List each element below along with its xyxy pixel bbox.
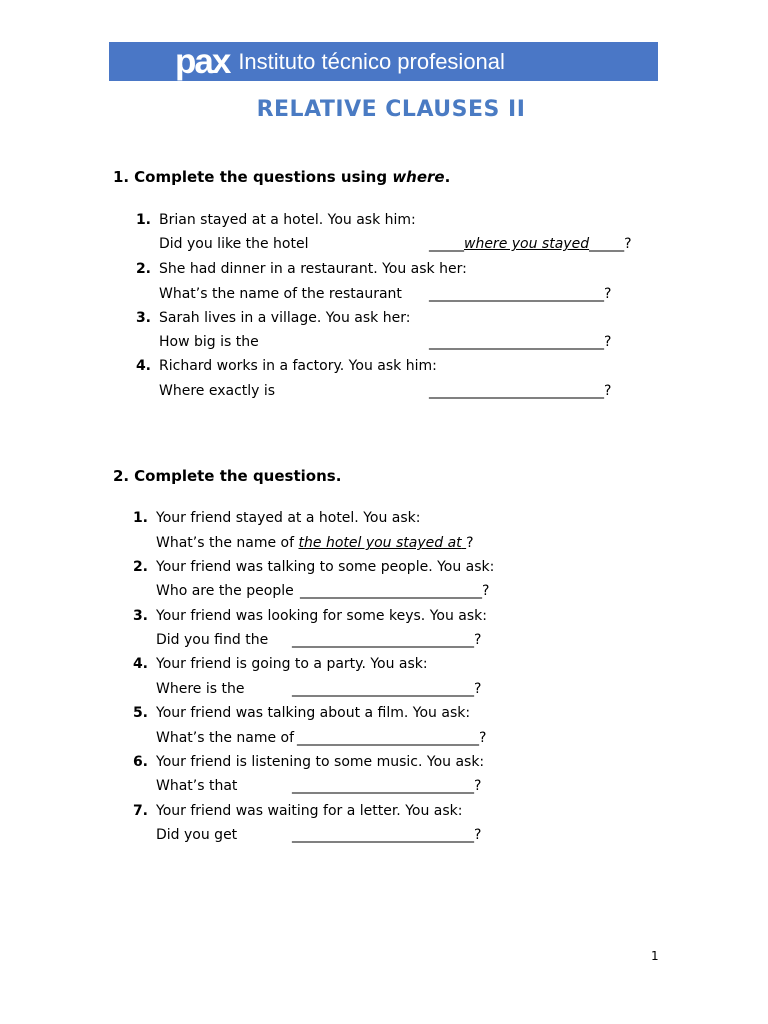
s1-item-3-prompt: Sarah lives in a village. You ask her: <box>159 310 411 326</box>
question-mark: ? <box>466 535 474 551</box>
s1-item-1-prompt: Brian stayed at a hotel. You ask him: <box>159 212 416 228</box>
blank-line: __________________________ <box>292 778 474 794</box>
s2-item-2-prompt: Your friend was talking to some people. You ask: <box>156 559 495 575</box>
example-answer: where you stayed <box>464 236 590 252</box>
s2-item-6-prompt: Your friend is listening to some music. You ask: <box>156 754 485 770</box>
question-mark: ? <box>624 236 632 252</box>
s2-item-1-prompt: Your friend stayed at a hotel. You ask: <box>156 510 421 526</box>
blank-line: _________________________ <box>429 383 604 399</box>
question-text: What’s the name of <box>156 535 299 551</box>
question-mark: ? <box>604 286 612 302</box>
section-2-number: 2. <box>113 467 130 485</box>
header-banner <box>109 42 658 81</box>
question-mark: ? <box>474 778 482 794</box>
s1-item-1-answer <box>429 235 632 253</box>
section-1-heading-end: . <box>444 168 451 186</box>
s2-item-5-answer <box>297 729 486 747</box>
question-mark: ? <box>604 383 612 399</box>
s2-item-1-question <box>156 534 474 552</box>
pax-logo: pax <box>175 42 230 81</box>
section-1-heading-text: Complete the questions using <box>134 168 393 186</box>
blank-line: __________________________ <box>292 632 474 648</box>
s1-item-4-prompt: Richard works in a factory. You ask him: <box>159 358 437 374</box>
page-number: 1 <box>651 949 659 963</box>
s2-item-2-number: 2. <box>132 559 148 575</box>
s2-item-4-prompt: Your friend is going to a party. You ask: <box>156 656 428 672</box>
s2-item-7-question: Did you get <box>156 827 238 843</box>
blank-line: __________________________ <box>297 730 479 746</box>
s1-item-1-question: Did you like the hotel <box>159 236 309 252</box>
s1-item-2-prompt: She had dinner in a restaurant. You ask her: <box>159 261 467 277</box>
s1-item-4-answer <box>429 382 611 400</box>
question-mark: ? <box>474 827 482 843</box>
s2-item-7-answer <box>292 826 481 844</box>
question-mark: ? <box>479 730 487 746</box>
s2-item-3-prompt: Your friend was looking for some keys. You ask: <box>156 608 487 624</box>
s2-item-1-number: 1. <box>132 510 148 526</box>
s1-item-2-number: 2. <box>135 261 151 277</box>
section-2-heading <box>113 467 341 485</box>
s1-item-4-number: 4. <box>135 358 151 374</box>
s2-item-4-question: Where is the <box>156 681 245 697</box>
s1-item-3-answer <box>429 333 611 351</box>
s1-item-3-question: How big is the <box>159 334 259 350</box>
s2-item-3-answer <box>292 631 481 649</box>
s2-item-7-prompt: Your friend was waiting for a letter. You ask: <box>156 803 463 819</box>
question-mark: ? <box>474 681 482 697</box>
s2-item-6-answer <box>292 777 481 795</box>
s2-item-4-number: 4. <box>132 656 148 672</box>
section-1-number: 1. <box>113 168 130 186</box>
blank-line: __________________________ <box>300 583 482 599</box>
blank-line: _____ <box>589 236 625 252</box>
s1-item-2-question: What’s the name of the restaurant <box>159 286 402 302</box>
s2-item-7-number: 7. <box>132 803 148 819</box>
s2-item-6-number: 6. <box>132 754 148 770</box>
blank-line: __________________________ <box>292 827 474 843</box>
s2-item-5-question: What’s the name of <box>156 730 295 746</box>
institute-name: Instituto técnico profesional <box>238 48 505 74</box>
s1-item-3-number: 3. <box>135 310 151 326</box>
page-title: RELATIVE CLAUSES II <box>256 97 526 122</box>
s2-item-5-prompt: Your friend was talking about a film. You ask: <box>156 705 471 721</box>
blank-line: __________________________ <box>292 681 474 697</box>
blank-line: _____ <box>429 236 464 252</box>
section-1-heading-emphasis: where <box>392 168 445 186</box>
s1-item-2-answer <box>429 285 611 303</box>
section-1-heading <box>113 168 450 186</box>
example-answer: the hotel you stayed at <box>298 535 462 551</box>
s2-item-6-question: What’s that <box>156 778 238 794</box>
s2-item-2-question: Who are the people <box>156 583 294 599</box>
blank-line: _________________________ <box>429 286 604 302</box>
blank-line: _________________________ <box>429 334 604 350</box>
s2-item-5-number: 5. <box>132 705 148 721</box>
s1-item-4-question: Where exactly is <box>159 383 276 399</box>
s1-item-1-number: 1. <box>135 212 151 228</box>
s2-item-3-number: 3. <box>132 608 148 624</box>
section-2-heading-text: Complete the questions. <box>134 467 342 485</box>
question-mark: ? <box>604 334 612 350</box>
question-mark: ? <box>474 632 482 648</box>
s2-item-2-answer <box>300 582 489 600</box>
s2-item-4-answer <box>292 680 481 698</box>
s2-item-3-question: Did you find the <box>156 632 269 648</box>
question-mark: ? <box>482 583 490 599</box>
